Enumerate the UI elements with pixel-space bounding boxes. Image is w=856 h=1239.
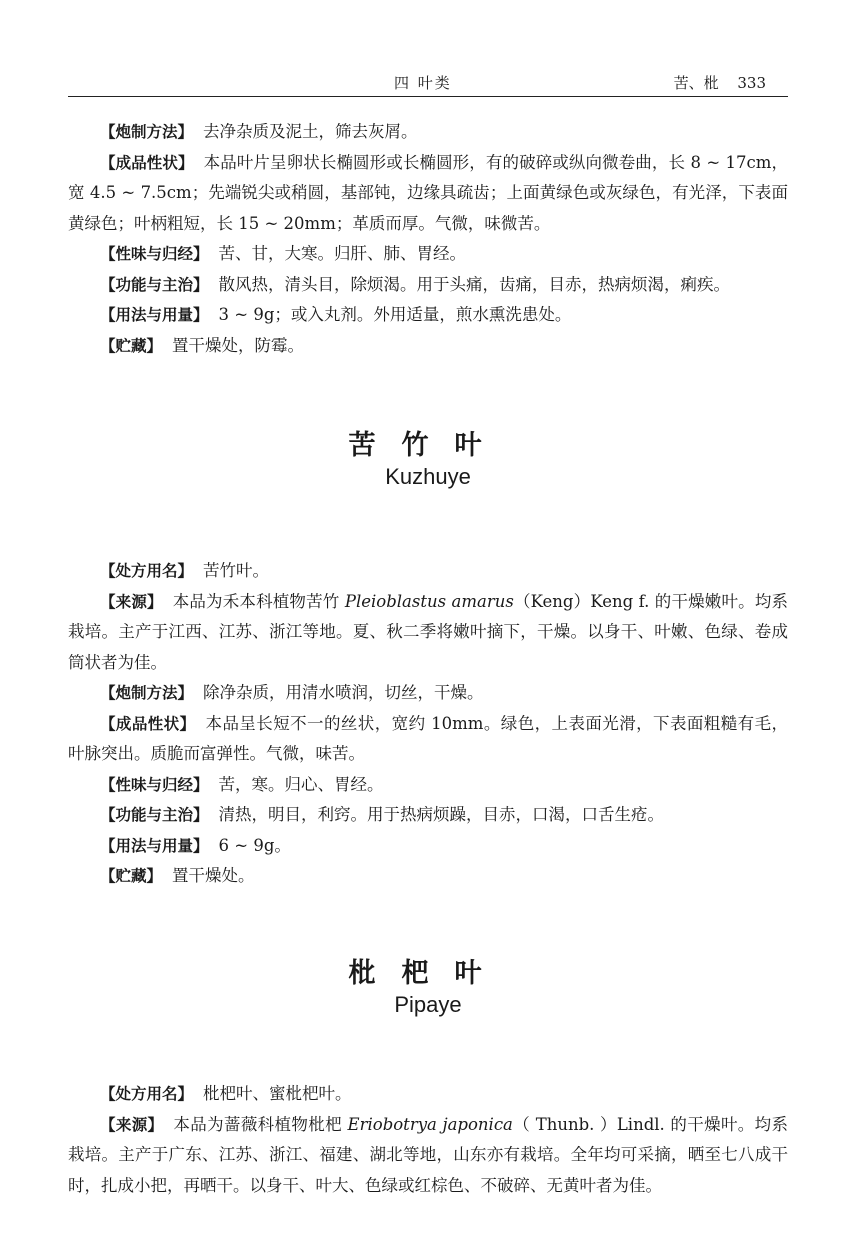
latin-name: Pleioblastus amarus [344,591,514,611]
paragraph [68,709,788,770]
field-label: 【用法与用量】 [100,306,209,324]
field-text: 本品为禾本科植物苦竹 [172,591,345,611]
paragraph [68,117,788,148]
paragraph [68,270,788,301]
field-label: 【贮藏】 [100,867,163,885]
page-number: 333 [737,74,766,92]
field-label: 【处方用名】 [100,562,194,580]
field-text: 置干燥处。 [172,866,255,885]
field-label: 【用法与用量】 [100,836,209,855]
field-label: 【来源】 [100,1115,164,1134]
field-label: 【处方用名】 [100,1085,194,1103]
paragraph [68,239,788,270]
field-label: 【功能与主治】 [100,806,209,824]
entry-title-pinyin: Kuzhuye [385,464,471,489]
field-text: 3 ~ 9g；或入丸剂。外用适量，煎水熏洗患处。 [218,305,572,324]
entry-kuzhuye-body [68,556,788,892]
field-text: 除净杂质，用清水喷润，切丝，干燥。 [203,683,484,702]
field-label: 【性味与归经】 [100,245,209,263]
paragraph [68,800,788,831]
top-entry-continued [68,117,788,361]
entry-title-cn: 苦竹叶 [348,430,508,461]
field-text: 6 ~ 9g。 [218,835,291,855]
field-label: 【炮制方法】 [100,684,194,702]
field-label: 【炮制方法】 [100,123,194,141]
entry-title-pinyin: Pipaye [394,992,462,1017]
field-text: 本品呈长短不一的丝状，宽约 10mm。绿色，上表面光滑，下表面粗糙有毛，叶脉突出。质脆而富弹性。气微，味苦。 [68,713,788,763]
paragraph [68,148,788,240]
paragraph [68,1110,788,1202]
entry-pipaye-body [68,1079,788,1201]
field-text: 苦、甘，大寒。归肝、肺、胃经。 [218,244,467,263]
paragraph [68,831,788,862]
paragraph [68,587,788,679]
field-text: 本品为蔷薇科植物枇杷 [173,1114,348,1134]
field-label: 【成品性状】 [100,714,196,733]
field-text: （ Thunb. ）Lindl. 的干燥叶。均系栽培。主产于广东、江苏、浙江、福建、湖北等地，山东亦有栽培。全年均可采摘，晒至七八成干时，扎成小把，再晒干。以身干、叶大、色绿或红棕色、不破碎、无黄叶者为佳。 [68,1114,789,1195]
field-label: 【来源】 [100,592,163,611]
field-text: 苦竹叶。 [203,561,270,580]
paragraph [68,861,788,892]
field-text: 苦，寒。归心、胃经。 [218,774,384,794]
field-label: 【功能与主治】 [100,275,209,294]
field-text: 去净杂质及泥土，筛去灰屑。 [203,122,418,141]
field-text: 枇杷叶、蜜枇杷叶。 [203,1084,352,1103]
running-header [68,70,788,97]
field-label: 【性味与归经】 [100,775,209,794]
header-right [660,72,766,93]
field-text: 清热，明目，利窍。用于热病烦躁，目赤，口渴，口舌生疮。 [218,805,665,824]
section-title: 四 叶类 [394,74,452,92]
paragraph [68,770,788,801]
field-text: 本品叶片呈卵状长椭圆形或长椭圆形，有的破碎或纵向微卷曲，长 8 ~ 17cm，宽 4.5 ~ 7.5cm；先端锐尖或稍圆，基部钝，边缘具疏齿；上面黄绿色或灰绿色，有光泽，下表面黄绿色；叶柄粗短，长 15 ~ 20mm；革质而厚。气微，味微苦。 [68,152,788,233]
header-entries: 苦、枇 [673,74,719,92]
field-label: 【贮藏】 [100,336,163,355]
paragraph [68,556,788,587]
paragraph [68,1079,788,1110]
latin-name: Eriobotrya japonica [347,1114,513,1134]
field-text: （Keng）Keng f. 的干燥嫩叶。均系栽培。主产于江西、江苏、浙江等地。夏、秋二季将嫩叶摘下，干燥。以身干、叶嫩、色绿、卷成筒状者为佳。 [68,591,788,672]
field-label: 【成品性状】 [100,153,194,172]
paragraph [68,678,788,709]
paragraph [68,331,788,362]
field-text: 散风热，清头目，除烦渴。用于头痛，齿痛，目赤，热病烦渴，痢疾。 [218,274,731,294]
paragraph [68,300,788,331]
entry-title-cn: 枇杷叶 [348,958,508,989]
field-text: 置干燥处，防霉。 [172,335,305,355]
